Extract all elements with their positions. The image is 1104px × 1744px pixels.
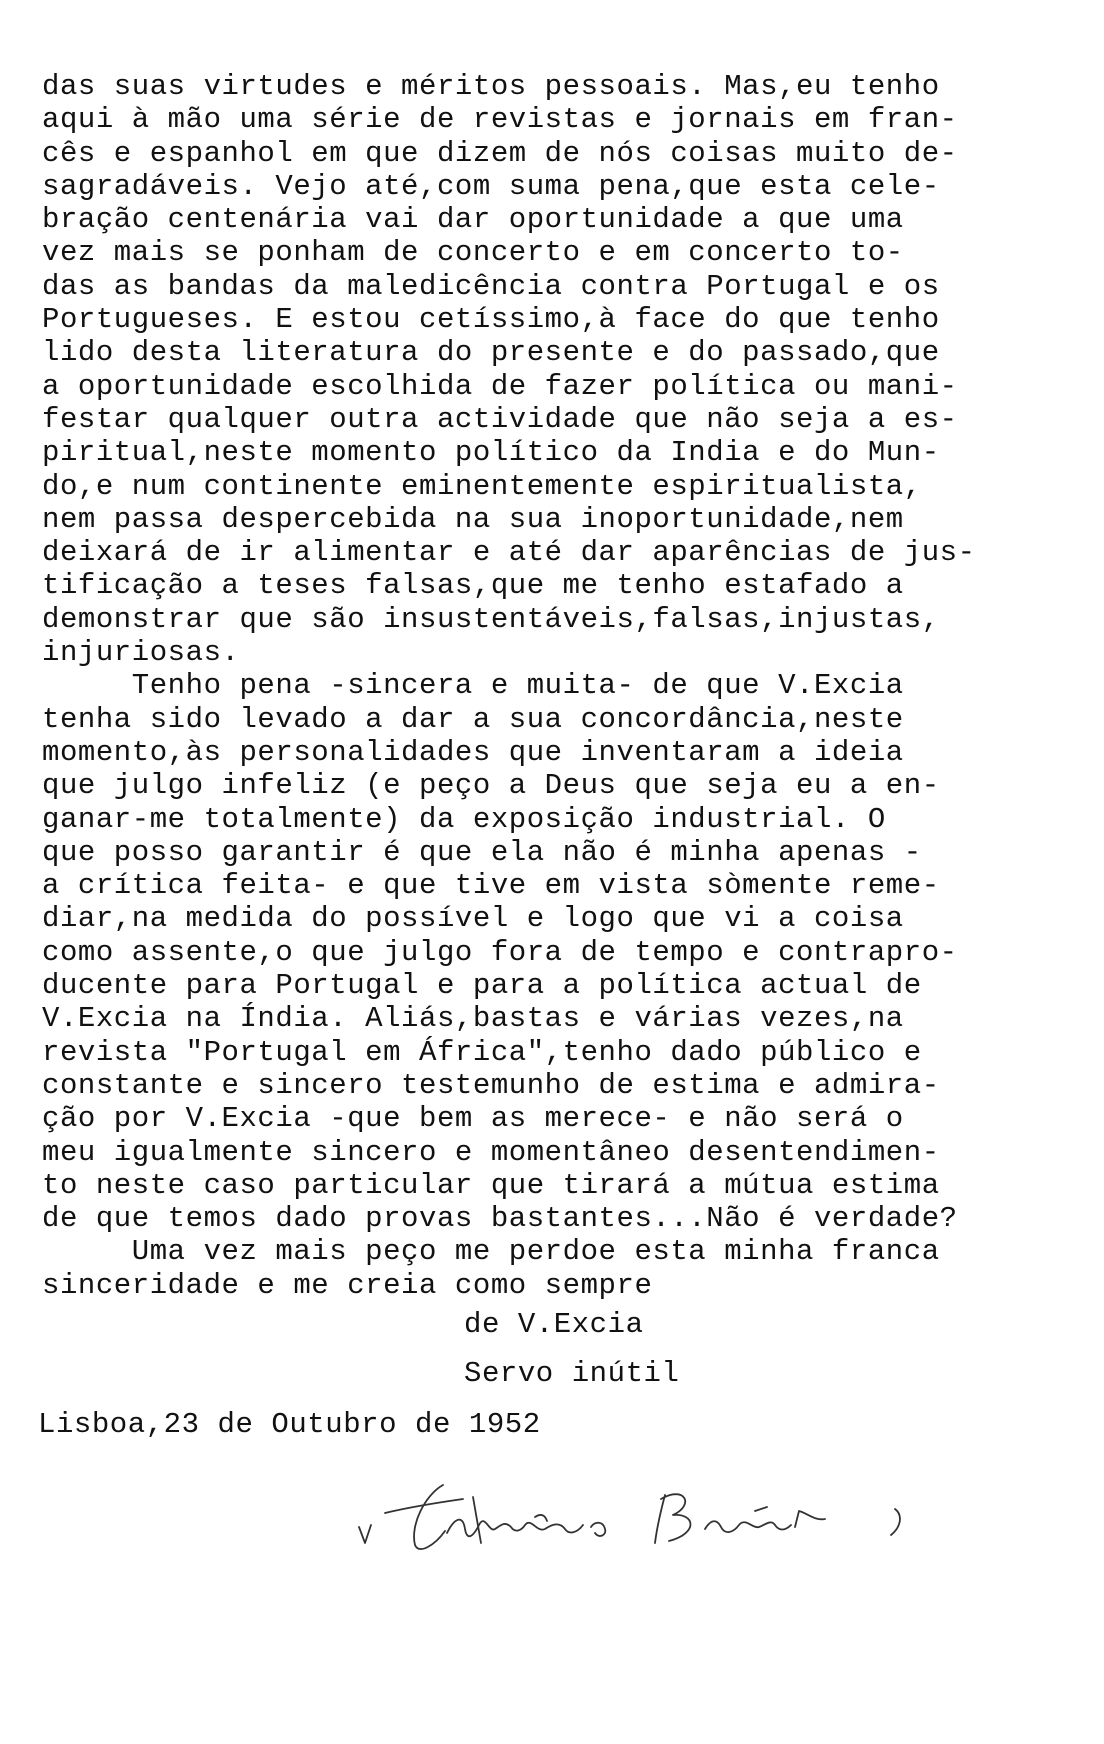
- body-line: de que temos dado provas bastantes...Não é verdade?: [42, 1202, 958, 1236]
- body-line: sinceridade e me creia como sempre: [42, 1268, 653, 1302]
- body-line: como assente,o que julgo fora de tempo e contrapro-: [42, 935, 958, 969]
- body-line: V.Excia na Índia. Aliás,bastas e várias vezes,na: [42, 1002, 904, 1036]
- body-line: Tenho pena -sincera e muita- de que V.Excia: [42, 669, 904, 703]
- body-line: que posso garantir é que ela não é minha apenas -: [42, 835, 922, 869]
- body-line: que julgo infeliz (e peço a Deus que seja eu a en-: [42, 769, 940, 803]
- body-line: tificação a teses falsas,que me tenho estafado a: [42, 569, 904, 603]
- body-line: diar,na medida do possível e logo que vi a coisa: [42, 902, 904, 936]
- place-and-date: Lisboa,23 de Outubro de 1952: [38, 1408, 541, 1441]
- closing-salutation: de V.Excia: [464, 1308, 644, 1341]
- body-line: do,e num continente eminentemente espiritualista,: [42, 469, 922, 503]
- body-line: nem passa despercebida na sua inoportunidade,nem: [42, 502, 904, 536]
- letter-body: [42, 70, 976, 1302]
- body-line: ção por V.Excia -que bem as merece- e não será o: [42, 1102, 904, 1136]
- body-line: tenha sido levado a dar a sua concordância,neste: [42, 702, 904, 736]
- body-line: das suas virtudes e méritos pessoais. Mas,eu tenho: [42, 70, 940, 103]
- body-line: Portugueses. E estou cetíssimo,à face do que tenho: [42, 303, 940, 337]
- body-line: ducente para Portugal e para a política actual de: [42, 969, 922, 1003]
- body-line: vez mais se ponham de concerto e em concerto to-: [42, 236, 904, 270]
- body-line: revista "Portugal em África",tenho dado público e: [42, 1035, 922, 1069]
- handwritten-signature: [355, 1455, 975, 1565]
- body-line: festar qualquer outra actividade que não seja a es-: [42, 402, 958, 436]
- body-line: constante e sincero testemunho de estima e admira-: [42, 1068, 940, 1102]
- body-line: sagradáveis. Vejo até,com suma pena,que esta cele-: [42, 169, 940, 203]
- body-line: meu igualmente sincero e momentâneo desentendimen-: [42, 1135, 940, 1169]
- body-line: bração centenária vai dar oportunidade a que uma: [42, 203, 904, 237]
- body-line: a crítica feita- e que tive em vista sòmente reme-: [42, 869, 940, 903]
- body-line: momento,às personalidades que inventaram a ideia: [42, 735, 904, 769]
- body-line: aqui à mão uma série de revistas e jornais em fran-: [42, 103, 958, 137]
- body-line: lido desta literatura do presente e do passado,que: [42, 336, 940, 370]
- body-line: das as bandas da maledicência contra Portugal e os: [42, 269, 940, 303]
- body-line: demonstrar que são insustentáveis,falsas,injustas,: [42, 602, 940, 636]
- body-line: to neste caso particular que tirará a mútua estima: [42, 1168, 940, 1202]
- body-line: Uma vez mais peço me perdoe esta minha franca: [42, 1235, 940, 1269]
- body-line: ganar-me totalmente) da exposição industrial. O: [42, 802, 886, 836]
- body-line: piritual,neste momento político da India e do Mun-: [42, 436, 940, 470]
- closing-servant: Servo inútil: [464, 1357, 680, 1390]
- body-line: a oportunidade escolhida de fazer política ou mani-: [42, 369, 958, 403]
- body-line: deixará de ir alimentar e até dar aparências de jus-: [42, 536, 976, 570]
- body-line: cês e espanhol em que dizem de nós coisas muito de-: [42, 136, 958, 170]
- body-line: injuriosas.: [42, 636, 240, 670]
